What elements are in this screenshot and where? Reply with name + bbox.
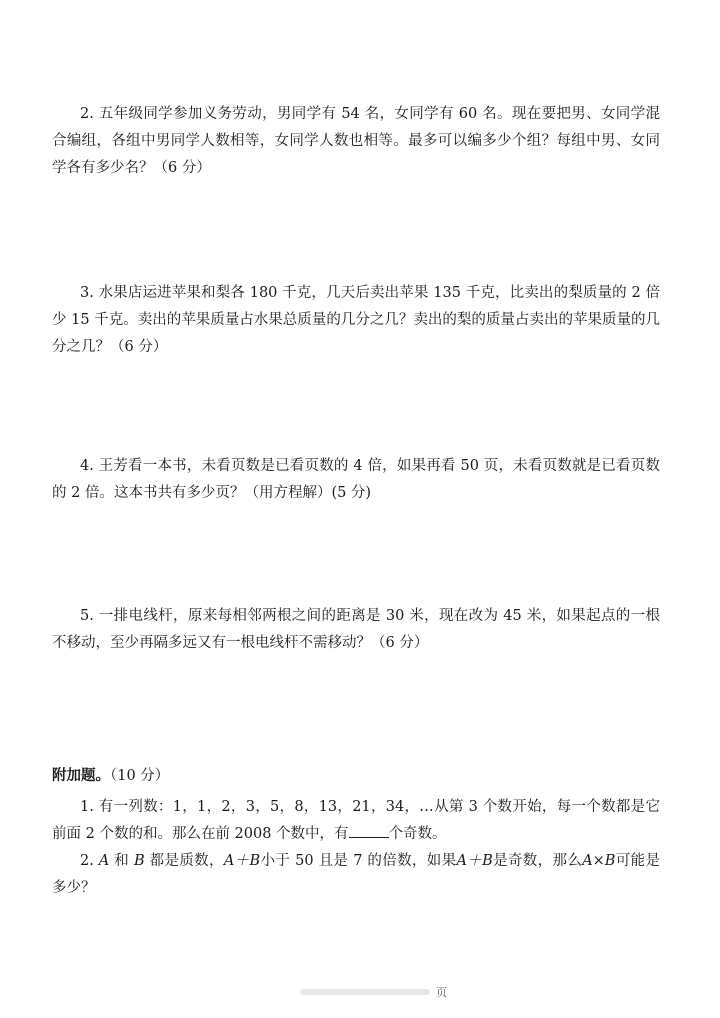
bonus-question-2-part3: 是奇数，那么 [492, 853, 583, 869]
bonus-heading [52, 766, 169, 786]
bonus-question-2-number: 2. [80, 853, 99, 869]
question-4: 4. 王芳看一本书，未看页数是已看页数的 4 倍，如果再看 50 页，未看页数就是已看页数的 2 倍。这本书共有多少页？（用方程解）(5 分) [52, 458, 660, 501]
product-expression: A×B [582, 853, 616, 869]
page-footer [300, 984, 450, 1000]
var-b: B [134, 853, 145, 869]
question-2: 2. 五年级同学参加义务劳动，男同学有 54 名，女同学有 60 名。现在要把男、女同学混合编组，各组中男同学人数相等，女同学人数也相等。最多可以编多少个组？每组中男、女同学各有多少名？（6 分） [52, 106, 660, 176]
var-a: A [98, 853, 110, 869]
bonus-points: （10 分） [110, 768, 170, 784]
bonus-question-2-part2: 小于 50 且是 7 的倍数，如果 [260, 853, 457, 869]
question-3: 3. 水果店运进苹果和梨各 180 千克，几天后卖出苹果 135 千克，比卖出的梨质量的 2 倍少 15 千克。卖出的苹果质量占水果总质量的几分之几？卖出的梨的质量占卖出的苹果质量的几分之几？（6 分） [52, 285, 660, 355]
bonus-question-2-and: 和 [109, 853, 135, 869]
bonus-question-2-part4: 可能是多少？ [52, 853, 660, 896]
page-label: 页 [436, 986, 447, 999]
bonus-heading-label: 附加题。 [52, 767, 110, 784]
bonus-question-2 [52, 848, 660, 902]
answer-blank[interactable] [349, 823, 389, 838]
footer-smudge [300, 989, 430, 995]
bonus-question-2-part1: 都是质数， [144, 853, 224, 869]
bonus-question-1-text: 1. 有一列数：1，1，2，3，5，8，13，21，34，…从第 3 个数开始，每一个数都是它前面 2 个数的和。那么在前 2008 个数中，有 [52, 799, 660, 842]
question-5: 5. 一排电线杆，原来每相邻两根之间的距离是 30 米，现在改为 45 米，如果起点的一根不移动，至少再隔多远又有一根电线杆不需移动？（6 分） [52, 608, 660, 651]
sum-expression: A＋B [223, 853, 261, 869]
sum-expression-2: A＋B [456, 853, 493, 869]
bonus-question-1-suffix: 个奇数。 [388, 826, 447, 842]
bonus-question-1 [52, 794, 660, 848]
